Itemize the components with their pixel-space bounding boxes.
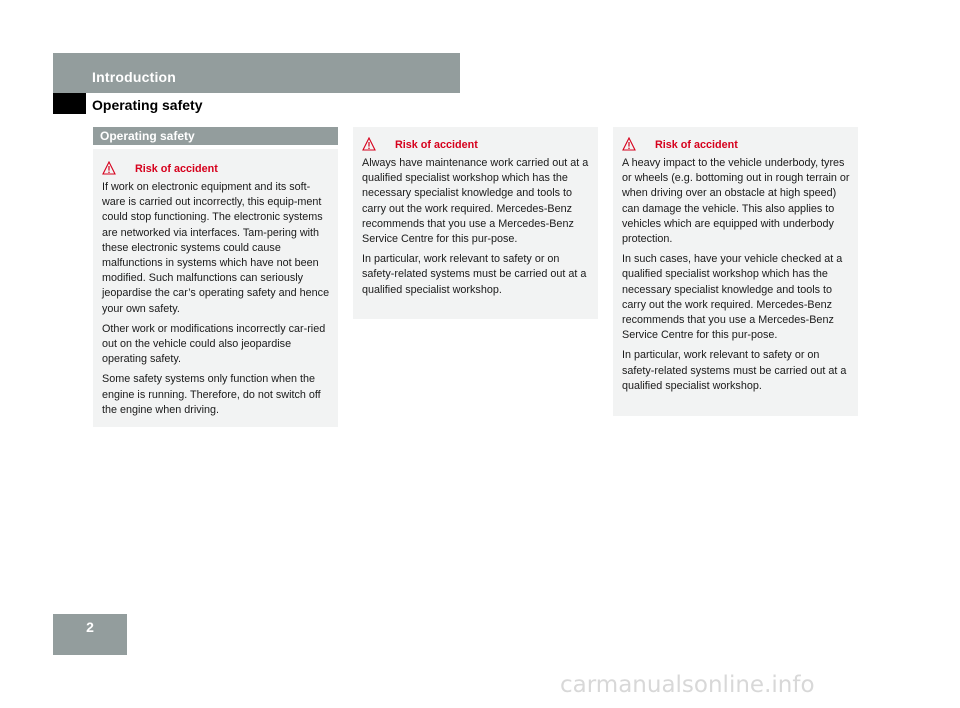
warning-paragraph: Some safety systems only function when the engine is running. Therefore, do not switch off the engine when driving. bbox=[102, 373, 321, 416]
warning-header bbox=[102, 157, 330, 178]
warning-box-3 bbox=[613, 127, 858, 416]
warning-paragraph: In particular, work relevant to safety or on safety-related systems must be carried out at a qualified specialist workshop. bbox=[622, 349, 847, 392]
warning-label: Risk of accident bbox=[655, 139, 738, 151]
warning-paragraph: Other work or modifications incorrectly car-ried out on the vehicle could also jeopardise operating safety. bbox=[102, 322, 326, 366]
warning-label: Risk of accident bbox=[135, 163, 218, 175]
warning-triangle-icon bbox=[362, 137, 376, 151]
page-number-tab bbox=[53, 614, 127, 655]
warning-paragraph: Always have maintenance work carried out at a qualified specialist workshop which has the necessary specialist knowledge and tools to carry out the work required. Mercedes-Benz recommends that you use a Mercedes-Benz Service Centre for this pur-pose. bbox=[362, 157, 589, 246]
warning-paragraph: If work on electronic equipment and its soft-ware is carried out incorrectly, this equip-ment could stop functioning. The electronic systems are networked via interfaces. Tam-pering with these electronic systems could cause malfunctions in systems which have not been modified. Such malfunctions can seriously jeopardise the car’s operating safety and hence your own safety. bbox=[102, 181, 330, 315]
header-marker bbox=[53, 93, 86, 114]
chapter-title: Introduction bbox=[92, 69, 177, 85]
warning-paragraph: A heavy impact to the vehicle underbody, tyres or wheels (e.g. bottoming out in rough terrain or when driving over an obstacle at high speed) can damage the vehicle. This also applies to vehicles which are equipped with underbody protection. bbox=[622, 157, 850, 246]
watermark: carmanualsonline.info bbox=[560, 672, 815, 698]
warning-box-1 bbox=[93, 149, 338, 427]
warning-triangle-icon bbox=[622, 137, 636, 151]
warning-header bbox=[362, 133, 590, 154]
warning-box-2 bbox=[353, 127, 598, 319]
warning-triangle-icon bbox=[102, 161, 116, 175]
section-heading-bar bbox=[93, 127, 338, 145]
page-number: 2 bbox=[86, 619, 94, 635]
section-heading: Operating safety bbox=[100, 129, 195, 143]
warning-header bbox=[622, 133, 850, 154]
section-title: Operating safety bbox=[92, 97, 203, 113]
warning-label: Risk of accident bbox=[395, 139, 478, 151]
warning-paragraph: In such cases, have your vehicle checked at a qualified specialist workshop which has the necessary specialist knowledge and tools to carry out the work required. Mercedes-Benz recommends that you use a Mercedes-Benz Service Centre for this pur-pose. bbox=[622, 253, 843, 342]
warning-paragraph: In particular, work relevant to safety or on safety-related systems must be carried out at a qualified specialist workshop. bbox=[362, 253, 587, 296]
